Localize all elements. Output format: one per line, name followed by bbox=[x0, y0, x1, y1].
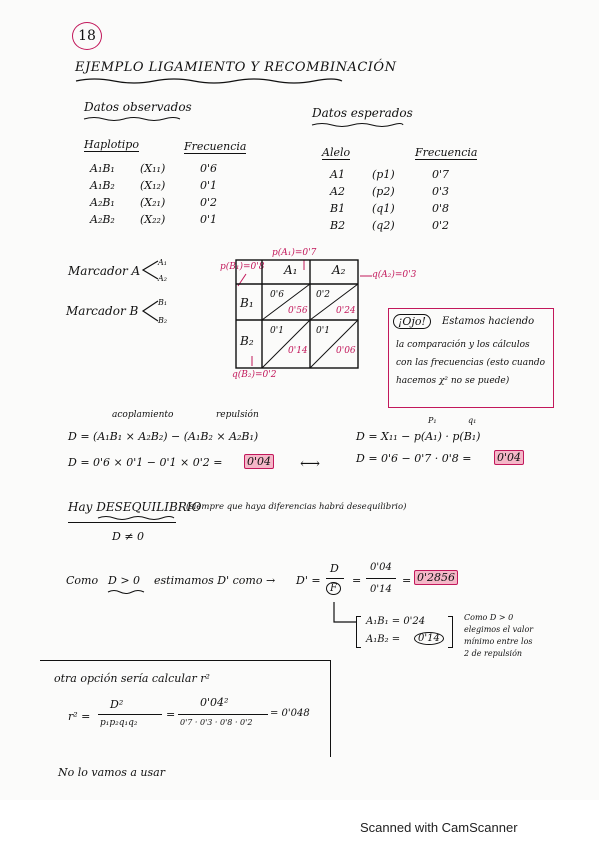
cell-b2a1-obs: 0'1 bbox=[270, 326, 284, 336]
repulsion-label: repulsión bbox=[216, 410, 259, 420]
marker-a-label: Marcador A bbox=[68, 264, 141, 278]
cell-b2a2-exp: 0'06 bbox=[336, 346, 356, 356]
col-alelo: Alelo bbox=[322, 146, 351, 159]
dprime-cond-underline bbox=[106, 588, 146, 596]
r2-frac-line bbox=[98, 714, 162, 715]
r2-den: p₁p₂q₁q₂ bbox=[100, 718, 138, 728]
expected-code-list bbox=[372, 166, 395, 234]
exp-code-1: (p2) bbox=[372, 185, 395, 198]
r2-lhs: r² = bbox=[68, 710, 91, 723]
obs-freq-3: 0'1 bbox=[200, 213, 218, 226]
note-lead: ¡Ojo! bbox=[393, 314, 431, 329]
grid-row-b1: B₁ bbox=[240, 296, 254, 310]
r2-num2: 0'04² bbox=[200, 696, 229, 709]
q-a2-label: q(A₂)=0'3 bbox=[372, 270, 417, 280]
obs-freq-2: 0'2 bbox=[200, 196, 218, 209]
desequilibrio-rule bbox=[68, 522, 176, 523]
page-title: EJEMPLO LIGAMIENTO Y RECOMBINACIÓN bbox=[75, 60, 397, 75]
p-b1-label: p(B₁)=0'8 bbox=[220, 262, 265, 272]
dprime-side-note bbox=[464, 612, 533, 660]
page-number-badge bbox=[72, 22, 102, 50]
bracket-left bbox=[356, 616, 361, 648]
side-line-3: mínimo entre los bbox=[464, 637, 533, 646]
dprime-num2: 0'04 bbox=[370, 562, 392, 573]
r2-eq: = bbox=[166, 708, 176, 721]
exp-alelo-2: B1 bbox=[330, 202, 346, 215]
r2-num: D² bbox=[110, 698, 124, 711]
exp-code-0: (p1) bbox=[372, 168, 395, 181]
r2-frac-line-2 bbox=[178, 714, 268, 715]
exp-code-3: (q2) bbox=[372, 219, 395, 232]
marker-b-branch bbox=[140, 298, 160, 324]
bracket-line-2-value: 0'14 bbox=[414, 632, 444, 645]
obs-hap-0: A₁B₁ bbox=[90, 162, 115, 175]
dprime-frac-line bbox=[326, 578, 344, 579]
note-line-2: la comparación y los cálculos bbox=[396, 340, 530, 350]
observed-hap-list bbox=[90, 160, 115, 228]
marker-a-branch bbox=[140, 258, 160, 282]
r2-closing: No lo vamos a usar bbox=[58, 766, 165, 779]
p1-label: P₁ bbox=[428, 416, 437, 425]
equivalence-arrow: ⟷ bbox=[300, 456, 321, 472]
dprime-num: D bbox=[330, 562, 339, 575]
note-line-3: con las frecuencias (esto cuando bbox=[396, 358, 546, 368]
desequilibrio-underline bbox=[96, 514, 176, 522]
marker-b-allele-2: B₂ bbox=[158, 316, 168, 325]
bracket-line-2: A₁B₂ = bbox=[366, 634, 401, 645]
obs-hap-1: A₁B₂ bbox=[90, 179, 115, 192]
exp-code-2: (q1) bbox=[372, 202, 395, 215]
note-line-4: hacemos χ² no se puede) bbox=[396, 376, 510, 386]
obs-code-3: (X₂₂) bbox=[140, 213, 166, 226]
cell-b1a2-exp: 0'24 bbox=[336, 306, 356, 316]
dprime-eq3: = bbox=[402, 574, 412, 587]
marker-b-label: Marcador B bbox=[66, 304, 139, 318]
r2-result: = 0'048 bbox=[270, 708, 310, 719]
d-result-1: 0'04 bbox=[244, 454, 274, 469]
expected-alelo-list bbox=[330, 166, 345, 234]
cell-b2a1-exp: 0'14 bbox=[288, 346, 308, 356]
obs-code-2: (X₂₁) bbox=[140, 196, 166, 209]
obs-hap-2: A₂B₁ bbox=[90, 196, 115, 209]
obs-freq-1: 0'1 bbox=[200, 179, 218, 192]
q-b2-label: q(B₂)=0'2 bbox=[232, 370, 277, 380]
side-line-1: Como D > 0 bbox=[464, 613, 514, 622]
d-result-2: 0'04 bbox=[494, 450, 524, 465]
exp-freq-0: 0'7 bbox=[432, 168, 450, 181]
exp-alelo-3: B2 bbox=[330, 219, 346, 232]
bracket-right bbox=[448, 616, 453, 648]
side-line-2: elegimos el valor bbox=[464, 625, 534, 634]
marker-a-allele-1: A₁ bbox=[158, 258, 167, 267]
expected-heading: Datos esperados bbox=[312, 106, 413, 120]
note-line-1: Estamos haciendo bbox=[442, 316, 535, 327]
d-not-zero: D ≠ 0 bbox=[112, 530, 145, 543]
grid-col-a1: A₁ bbox=[284, 263, 298, 277]
d-formula-2: D = X₁₁ − p(A₁) · p(B₁) bbox=[356, 430, 481, 443]
dprime-eq2: = bbox=[352, 574, 362, 587]
obs-freq-0: 0'6 bbox=[200, 162, 218, 175]
dprime-result: 0'2856 bbox=[414, 570, 458, 585]
cell-b1a2-obs: 0'2 bbox=[316, 290, 330, 300]
expected-underline bbox=[310, 121, 405, 129]
exp-freq-1: 0'3 bbox=[432, 185, 450, 198]
observed-heading: Datos observados bbox=[84, 100, 192, 114]
acoplamiento-label: acoplamiento bbox=[112, 410, 174, 420]
exp-alelo-0: A1 bbox=[330, 168, 345, 181]
cell-b1a1-obs: 0'6 bbox=[270, 290, 284, 300]
col-frecuencia-obs: Frecuencia bbox=[184, 140, 247, 153]
col-frecuencia-exp: Frecuencia bbox=[415, 146, 478, 159]
obs-code-1: (X₁₂) bbox=[140, 179, 166, 192]
r2-den2: 0'7 · 0'3 · 0'8 · 0'2 bbox=[180, 718, 253, 727]
dprime-cond: D > 0 bbox=[108, 574, 141, 587]
exp-freq-2: 0'8 bbox=[432, 202, 450, 215]
dprime-mid: estimamos D' como → bbox=[154, 574, 276, 587]
cell-b1a1-exp: 0'56 bbox=[288, 306, 308, 316]
desequilibrio-aside: (siempre que haya diferencias habrá desequilibrio) bbox=[186, 502, 407, 512]
dprime-eq: D' = bbox=[296, 574, 321, 587]
d-formula-1: D = (A₁B₁ × A₂B₂) − (A₁B₂ × A₂B₁) bbox=[68, 430, 259, 443]
side-line-4: 2 de repulsión bbox=[464, 649, 523, 658]
observed-code-list bbox=[140, 160, 165, 228]
grid-col-a2: A₂ bbox=[332, 263, 346, 277]
scanner-watermark: Scanned with CamScanner bbox=[360, 820, 518, 835]
cell-b2a2-obs: 0'1 bbox=[316, 326, 330, 336]
desequilibrio-text: Hay DESEQUILIBRIO bbox=[68, 500, 202, 514]
grid-row-b2: B₂ bbox=[240, 334, 254, 348]
marker-b-allele-1: B₁ bbox=[158, 298, 168, 307]
dprime-frac-line-2 bbox=[366, 578, 396, 579]
dprime-lead: Como bbox=[66, 574, 99, 587]
obs-hap-3: A₂B₂ bbox=[90, 213, 115, 226]
observed-underline bbox=[82, 115, 182, 123]
d-formula-1-num: D = 0'6 × 0'1 − 0'1 × 0'2 = bbox=[68, 456, 223, 469]
dprime-den2: 0'14 bbox=[370, 584, 392, 595]
exp-freq-3: 0'2 bbox=[432, 219, 450, 232]
d-formula-2-num: D = 0'6 − 0'7 · 0'8 = bbox=[356, 452, 472, 465]
p-a1-label: p(A₁)=0'7 bbox=[272, 248, 317, 258]
expected-freq-list bbox=[432, 166, 449, 234]
exp-alelo-1: A2 bbox=[330, 185, 345, 198]
observed-freq-list bbox=[200, 160, 217, 228]
dprime-den: F bbox=[326, 582, 341, 595]
bracket-line-1: A₁B₁ = 0'24 bbox=[366, 616, 426, 627]
page-number: 18 bbox=[78, 28, 96, 44]
r2-intro: otra opción sería calcular r² bbox=[54, 672, 210, 685]
col-haplotipo: Haplotipo bbox=[84, 138, 139, 151]
marker-a-allele-2: A₂ bbox=[158, 274, 167, 283]
title-underline bbox=[74, 76, 344, 86]
obs-code-0: (X₁₁) bbox=[140, 162, 166, 175]
q1-label: q₁ bbox=[468, 416, 477, 425]
